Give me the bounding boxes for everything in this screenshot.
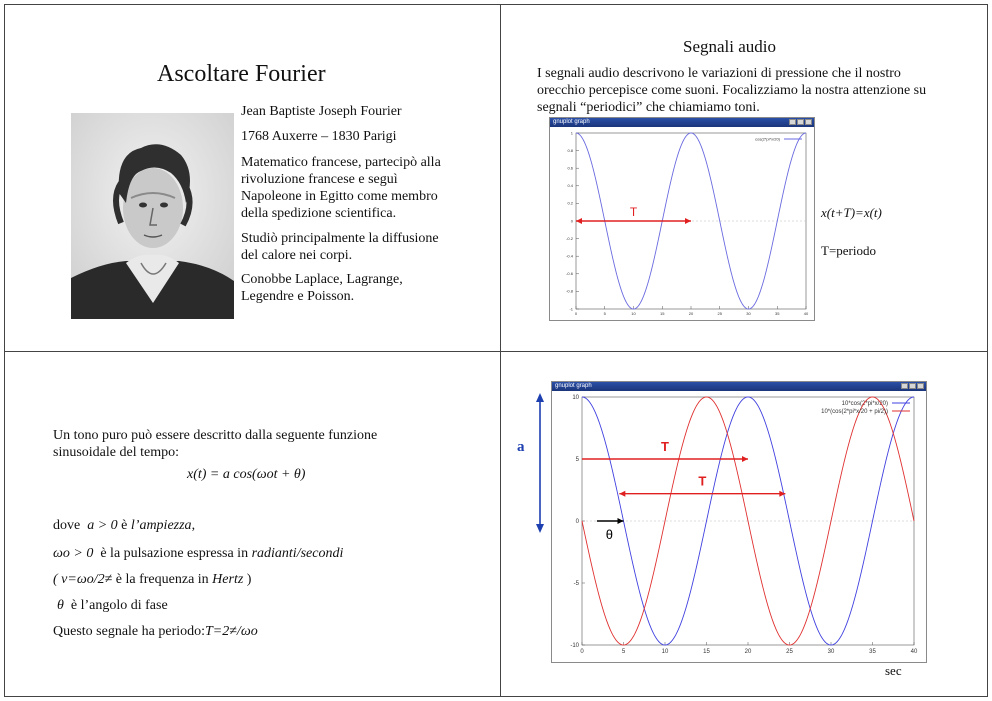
fourier-portrait bbox=[71, 113, 234, 319]
fourier-bio-2: Studiò principalmente la diffusione del calore nei corpi. bbox=[241, 231, 439, 263]
amplitude-arrow bbox=[533, 393, 547, 533]
y-tick-label: 0.2 bbox=[567, 200, 573, 206]
y-tick-label: -0.2 bbox=[566, 235, 573, 241]
phase-arrow bbox=[597, 518, 624, 524]
x-tick-label: 35 bbox=[869, 649, 876, 655]
period-arrow-2 bbox=[619, 491, 785, 497]
periodicity-equation bbox=[821, 205, 882, 221]
fourier-dates: 1768 Auxerre – 1830 Parigi bbox=[241, 129, 397, 144]
x-tick-label: 40 bbox=[910, 649, 918, 655]
y-tick-label: -1 bbox=[569, 306, 573, 312]
period-arrow-head-end bbox=[685, 218, 691, 224]
slide-2-text: I segnali audio descrivono le variazioni di pressione che il nostro orecchio percepisce come suoni. Focalizziamo la nostra attenzione su segnali “periodici” che chiamiamo toni. bbox=[537, 66, 927, 115]
horizontal-divider bbox=[5, 351, 987, 352]
legend-entry-2: 10*(cos(2*pi*x/20 + pi/2)) bbox=[821, 409, 888, 415]
y-tick-label: 0.4 bbox=[567, 183, 573, 189]
def-amplitude-d: l’ampiezza bbox=[130, 518, 192, 533]
period-label-1: T bbox=[661, 439, 669, 454]
minimize-icon[interactable] bbox=[789, 119, 796, 125]
fourier-bio-1: Matematico francese, partecipò alla rivoluzione francese e seguì Napoleone in Egitto come membro della spedizione scientifica. bbox=[241, 155, 441, 221]
x-tick-label: 0 bbox=[574, 311, 578, 316]
y-tick-label: 1 bbox=[570, 130, 573, 136]
x-tick-label: 20 bbox=[688, 311, 694, 316]
chart-1 bbox=[550, 127, 812, 318]
def-pulsation-a: ωo > 0 bbox=[53, 546, 94, 561]
def-frequency bbox=[53, 571, 251, 588]
x-tick-label: 15 bbox=[703, 649, 710, 655]
maximize-icon[interactable] bbox=[909, 383, 916, 389]
window-titlebar-2 bbox=[552, 382, 926, 391]
x-tick-label: 20 bbox=[744, 649, 752, 655]
y-tick-label: -5 bbox=[573, 581, 579, 587]
window-title: gnuplot graph bbox=[553, 119, 590, 125]
y-tick-label: -0.4 bbox=[566, 253, 573, 259]
def-pulsation-c: radianti/secondi bbox=[251, 546, 344, 561]
x-tick-label: 10 bbox=[631, 311, 636, 316]
x-tick-label: 5 bbox=[603, 311, 606, 316]
period-arrow-2-head-start bbox=[619, 491, 625, 497]
legend-entry-1: cos(2*pi*x/20) bbox=[755, 136, 780, 142]
amplitude-label: a bbox=[517, 439, 525, 455]
close-icon[interactable] bbox=[917, 383, 924, 389]
def-period-b: T=2≠/ωo bbox=[205, 624, 258, 639]
def-period bbox=[53, 623, 258, 640]
period-arrow-head-start bbox=[576, 218, 582, 224]
y-tick-label: 0 bbox=[570, 218, 573, 224]
x-tick-label: 25 bbox=[786, 649, 793, 655]
period-arrow-1-head-end bbox=[742, 456, 748, 462]
window-title-2: gnuplot graph bbox=[555, 383, 592, 389]
period-definition: T=periodo bbox=[821, 243, 876, 258]
def-frequency-a: ( ν=ωo/2≠ bbox=[53, 572, 113, 587]
y-tick-label: 5 bbox=[575, 457, 579, 463]
y-tick-label: 0.8 bbox=[567, 147, 573, 153]
chart-2 bbox=[552, 391, 924, 660]
def-phase bbox=[57, 597, 168, 614]
fourier-bio-3: Conobbe Laplace, Lagrange, Legendre e Poisson. bbox=[241, 272, 403, 304]
def-frequency-d: ) bbox=[246, 572, 252, 587]
tone-formula: x(t) = a cos(ωot + θ) bbox=[187, 467, 306, 482]
tone-intro: Un tono puro può essere descritto dalla seguente funzione sinusoidale del tempo: bbox=[53, 428, 378, 460]
def-frequency-c: Hertz bbox=[212, 572, 244, 587]
legend-entry-1: 10*cos(2*pi*x/20) bbox=[841, 401, 888, 407]
def-amplitude: dove a > 0 è l’ampiezza, bbox=[53, 518, 196, 533]
y-tick-label: 0 bbox=[575, 519, 579, 525]
period-label-2: T bbox=[698, 473, 707, 489]
x-tick-label: 40 bbox=[803, 311, 809, 316]
x-tick-label: 35 bbox=[775, 311, 780, 316]
x-tick-label: 30 bbox=[827, 649, 835, 655]
periodicity-equation-text: x(t+T)=x(t) bbox=[821, 205, 882, 220]
x-tick-label: 0 bbox=[580, 649, 584, 655]
x-tick-label: 10 bbox=[661, 649, 669, 655]
slide-2-title: Segnali audio bbox=[683, 37, 777, 56]
maximize-icon[interactable] bbox=[797, 119, 804, 125]
y-tick-label: 10 bbox=[572, 395, 579, 401]
def-frequency-b: è la frequenza in bbox=[115, 572, 209, 587]
def-phase-a: θ bbox=[57, 598, 64, 613]
gnuplot-window-2 bbox=[551, 381, 927, 663]
period-arrow-1 bbox=[582, 456, 748, 462]
def-amplitude-c: è bbox=[121, 518, 128, 533]
def-phase-b: è l’angolo di fase bbox=[70, 598, 168, 613]
x-unit-label: sec bbox=[885, 663, 902, 678]
y-tick-label: -0.6 bbox=[566, 271, 573, 277]
def-pulsation bbox=[53, 545, 343, 562]
def-amplitude-a: dove bbox=[53, 518, 81, 533]
y-tick-label: -10 bbox=[570, 643, 579, 649]
x-tick-label: 5 bbox=[621, 649, 626, 655]
fourier-name: Jean Baptiste Joseph Fourier bbox=[241, 104, 402, 119]
x-tick-label: 25 bbox=[717, 311, 722, 316]
window-titlebar bbox=[550, 118, 814, 127]
period-label: T bbox=[629, 205, 638, 219]
y-tick-label: -0.8 bbox=[566, 288, 573, 294]
gnuplot-window-1 bbox=[549, 117, 815, 321]
x-tick-label: 15 bbox=[660, 311, 665, 316]
def-amplitude-b: a > 0 bbox=[87, 518, 118, 533]
slide-1-title: Ascoltare Fourier bbox=[157, 61, 326, 87]
minimize-icon[interactable] bbox=[901, 383, 908, 389]
x-tick-label: 30 bbox=[746, 311, 751, 316]
def-period-a: Questo segnale ha periodo: bbox=[53, 624, 206, 639]
close-icon[interactable] bbox=[805, 119, 812, 125]
y-tick-label: 0.6 bbox=[567, 165, 573, 171]
handout-page bbox=[4, 4, 988, 697]
def-pulsation-b: è la pulsazione espressa in bbox=[100, 546, 249, 561]
phase-label: θ bbox=[605, 527, 614, 542]
